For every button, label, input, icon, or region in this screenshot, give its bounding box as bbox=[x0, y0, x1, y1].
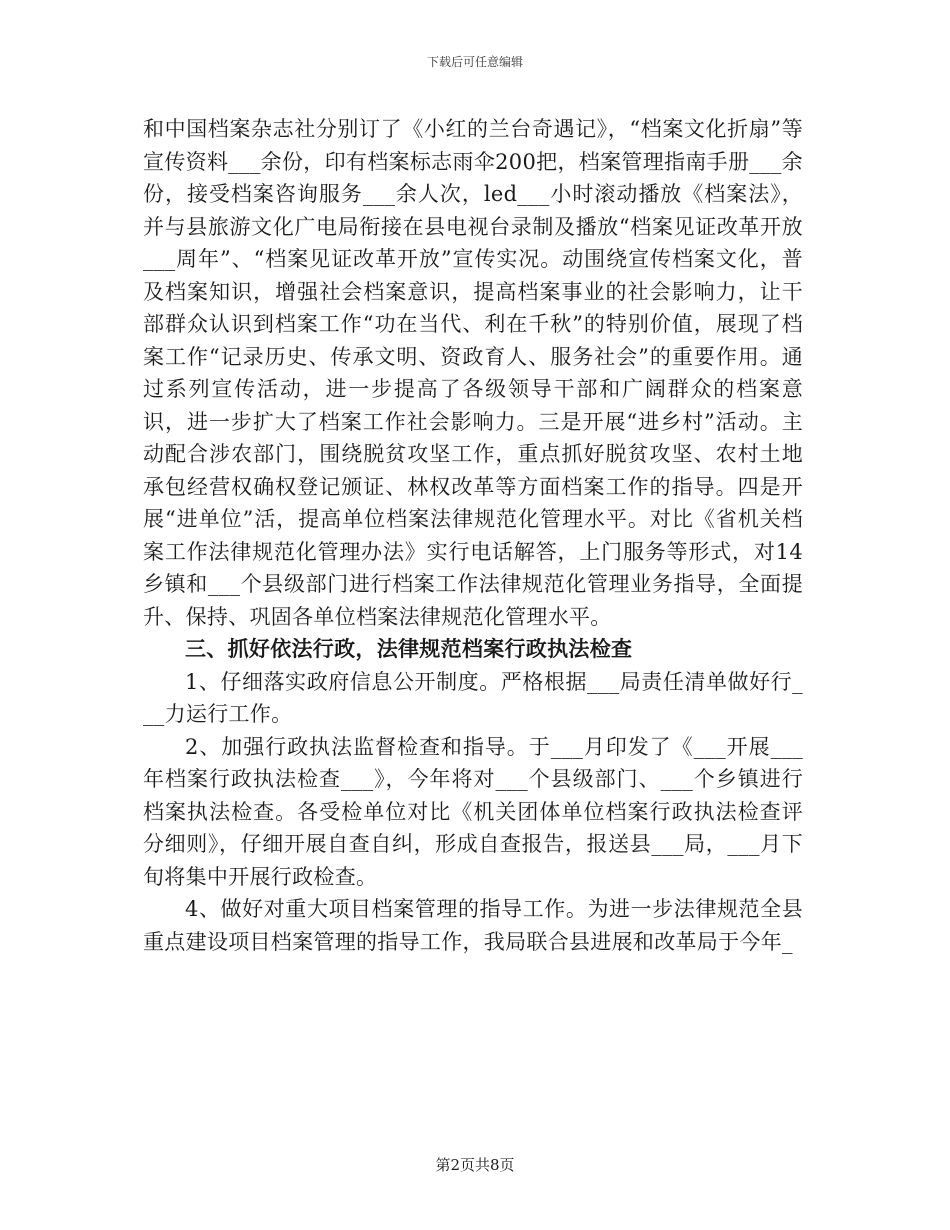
list-item-2: 2、加强行政执法监督检查和指导。于___月印发了《___开展___年档案行政执法检查___》，今年将对___个县级部门、___个乡镇进行档案执法检查。各受检单位对比《机关团体单位档案行政执法检查评分细则》，仔细开展自查自纠，形成自查报告，报送县___局，___月下旬将集中开展行政检查。 bbox=[143, 734, 803, 889]
document-body bbox=[143, 113, 803, 958]
list-item-1: 1、仔细落实政府信息公开制度。严格根据___局责任清单做好行___力运行工作。 bbox=[143, 669, 803, 726]
list-item-4: 4、做好对重大项目档案管理的指导工作。为进一步法律规范全县重点建设项目档案管理的指导工作，我局联合县进展和改革局于今年_ bbox=[143, 897, 803, 954]
page-header-note: 下载后可任意编辑 bbox=[426, 55, 523, 69]
page-number: 第2页共8页 bbox=[435, 1156, 515, 1174]
body-paragraph: 和中国档案杂志社分别订了《小红的兰台奇遇记》，“档案文化折扇”等宣传资料___余份，印有档案标志雨伞200把，档案管理指南手册___余份，接受档案咨询服务___余人次，led___小时滚动播放《档案法》，并与县旅游文化广电局衔接在县电视台录制及播放“档案见证改革开放___周年”、“档案见证改革开放”宣传实况。动围绕宣传档案文化，普及档案知识，增强社会档案意识，提高档案事业的社会影响力，让干部群众认识到档案工作“功在当代、利在千秋”的特别价值，展现了档案工作“记录历史、传承文明、资政育人、服务社会”的重要作用。通过系列宣传活动，进一步提高了各级领导干部和广阔群众的档案意识，进一步扩大了档案工作社会影响力。三是开展“进乡村”活动。主动配合涉农部门，围绕脱贫攻坚工作，重点抓好脱贫攻坚、农村土地承包经营权确权登记颁证、林权改革等方面档案工作的指导。四是开展“进单位”活，提高单位档案法律规范化管理水平。对比《省机关档案工作法律规范化管理办法》实行电话解答，上门服务等形式，对14乡镇和___个县级部门进行档案工作法律规范化管理业务指导，全面提升、保持、巩固各单位档案法律规范化管理水平。 bbox=[143, 117, 803, 629]
section-heading: 三、抓好依法行政，法律规范档案行政执法检查 bbox=[185, 636, 633, 661]
